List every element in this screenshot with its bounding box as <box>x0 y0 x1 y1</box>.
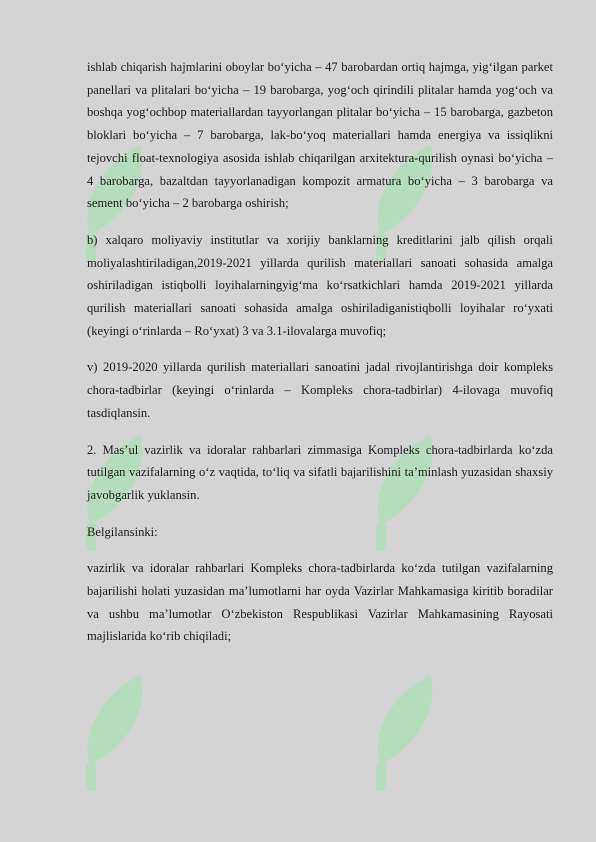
paragraph-belgilansinki: Belgilansinki: <box>87 524 158 539</box>
paragraph-2-responsibility: 2. Mas’ul vazirlik va idoralar rahbarlari zimmasiga Kompleks chora-tadbirlarda ko‘zda tutilgan vazifalarning o‘z vaqtida, to‘liq va sifatli bajarilishini ta’minlash yuzasidan shaxsiy javobgarlik yuklansin. <box>87 442 553 502</box>
paragraph-b-investment-projects: b) xalqaro moliyaviy institutlar va xorijiy banklarning kreditlarini jalb qilish orqali moliyalashtiriladigan,2019-2021 yillarda qurilish materiallari sanoati sohasida amalga oshiriladigan istiqbolli loyihalarningyig‘ma ko‘rsatkichlari hamda 2019-2021 yillarda qurilish materiallari sanoati sohasida amalga oshiriladiganistiqbolli loyihalar ro‘yxati (keyingi o‘rinlarda – Ro‘yxat) 3 va 3.1-ilovalarga muvofiq; <box>87 232 553 338</box>
paragraph-reporting-duty: vazirlik va idoralar rahbarlari Kompleks chora-tadbirlarda ko‘zda tutilgan vazifalarning bajarilishi holati yuzasidan ma’lumotlarni har oyda Vazirlar Mahkamasiga kiritib boradilar va ushbu ma’lumotlar O‘zbekiston Respublikasi Vazirlar Mahkamasining Rayosati majlislarida ko‘rib chiqiladi; <box>87 561 553 644</box>
document-body <box>87 56 553 662</box>
paragraph-production-targets: ishlab chiqarish hajmlarini oboylar bo‘yicha – 47 barobardan ortiq hajmga, yig‘ilgan parket panellari va plitalari bo‘yicha – 19 barobarga, yog‘och qirindili plitalar hamda yog‘och va boshqa yog‘ochbop materiallardan tayyorlangan plitalar bo‘yicha – 15 barobarga, gazbeton bloklari bo‘yicha – 7 barobarga, lak-bo‘yoq materiallari hamda energiya va issiqlikni tejovchi float-texnologiya asosida ishlab chiqarilgan arxitektura-qurilish oynasi bo‘yicha – 4 barobarga, bazaltdan tayyorlanadigan kompozit armatura bo‘yicha – 3 barobarga va sement bo‘yicha – 2 barobarga oshirish; <box>87 60 553 211</box>
paragraph-v-complex-measures: v) 2019-2020 yillarda qurilish materiallari sanoatini jadal rivojlantirishga doir kompleks chora-tadbirlar (keyingi o‘rinlarda – Kompleks chora-tadbirlar) 4-ilovaga muvofiq tasdiqlansin. <box>87 360 553 420</box>
